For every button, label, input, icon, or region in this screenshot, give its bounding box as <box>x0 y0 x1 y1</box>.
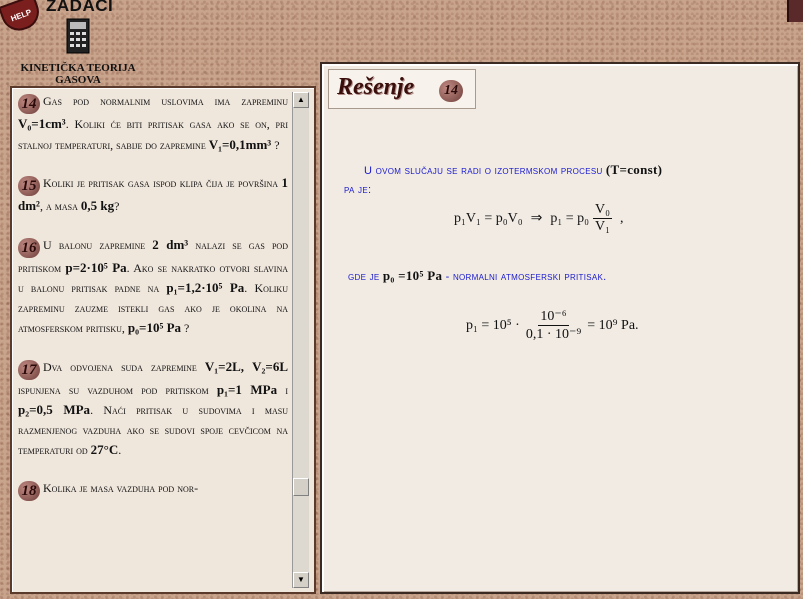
help-button[interactable]: HELP <box>0 0 44 36</box>
section-title: KINETIČKA TEORIJA GASOVA <box>20 62 136 86</box>
problem-item[interactable] <box>18 235 288 339</box>
equation-part: p₁ = 10⁵ · <box>466 317 520 333</box>
problem-formula: p₁=1,2·10⁵ Pa <box>166 280 245 295</box>
problem-text: , a masa <box>39 199 81 213</box>
equation-part: p₁V₁ = p₀V₀ <box>454 210 523 226</box>
problem-text: ispunjena su vazduhom pod pritiskom <box>18 382 217 397</box>
problem-text: ? <box>271 137 280 152</box>
solution-text: gde je <box>348 271 383 283</box>
problem-formula: p=2·10⁵ Pa <box>65 259 127 275</box>
equation-result <box>466 308 639 343</box>
header-title: ZADACI <box>46 0 114 15</box>
problem-number-badge: 14 <box>18 94 40 114</box>
solution-text: - normalni atmosferski pritisak. <box>442 271 607 283</box>
solution-text-line: pa je: <box>344 184 372 196</box>
problem-formula: V₁=2L, V₂=6L <box>204 358 288 374</box>
problem-item[interactable] <box>18 357 288 461</box>
equation-part: = 10⁹ Pa. <box>587 317 639 333</box>
problem-text: Dva odvojena suda zapremine <box>43 359 205 374</box>
problem-item[interactable] <box>18 479 288 501</box>
solution-text-line <box>364 162 662 178</box>
scroll-down-button[interactable]: ▼ <box>293 572 309 588</box>
problem-text: nalazi se gas pod pritiskom <box>18 237 288 275</box>
problem-text: ? <box>181 321 190 335</box>
scroll-up-button[interactable]: ▲ <box>293 92 309 108</box>
solution-formula: p₀ =10⁵ Pa <box>382 268 443 283</box>
solution-formula: (T=const) <box>605 162 663 177</box>
problem-text: . Ako se nakratko otvori slavina u balonu pritisak padne na <box>18 260 288 295</box>
problem-text: Koliki je pritisak gasa ispod klipa čija je površina <box>43 176 282 190</box>
problem-text: Kolika je masa vazduha pod nor- <box>43 480 199 495</box>
fraction-denominator: V₁ <box>595 219 611 234</box>
calculator-icon[interactable] <box>66 18 90 54</box>
problem-formula: 27°C <box>90 442 119 457</box>
problem-formula: 0,5 kg <box>80 198 115 213</box>
problem-number-badge: 18 <box>18 481 40 501</box>
problem-number-badge: 16 <box>18 238 40 258</box>
problem-formula: p₁=1 MPa <box>216 381 278 397</box>
solution-panel <box>320 62 800 594</box>
solution-text-line <box>348 268 607 284</box>
solution-header <box>328 69 476 109</box>
problem-text: . Naći pritisak u sudovima i masu razmenjenog vazduha ako se sudovi spoje cevčicom na temperaturi od <box>18 403 289 457</box>
corner-mark <box>787 0 803 22</box>
problem-item[interactable] <box>18 173 288 217</box>
problem-formula: 1 dm² <box>18 175 288 213</box>
solution-title: Rešenje <box>337 74 415 100</box>
problems-panel <box>10 86 316 594</box>
fraction-denominator: 0,1 · 10⁻⁹ <box>525 327 582 342</box>
problem-text: . <box>118 443 122 457</box>
implies-arrow-icon: ⇒ <box>530 211 543 226</box>
fraction <box>593 202 612 235</box>
problem-text: ? <box>114 199 120 213</box>
scroll-thumb[interactable] <box>293 478 309 496</box>
solution-number-badge: 14 <box>439 80 463 102</box>
problem-formula: p₀=10⁵ Pa <box>127 320 182 335</box>
problem-text: Gas pod normalnim uslovima ima zapreminu <box>43 94 288 108</box>
problem-text: . Koliki će biti pritisak gasa ako se on, pri stalnoj temperaturi, sabije do zapremine <box>18 117 288 152</box>
equation-isothermal <box>454 202 624 235</box>
problems-list <box>18 92 288 519</box>
problem-formula: V₀=1cm³ <box>18 116 66 131</box>
problem-item[interactable] <box>18 92 288 155</box>
fraction <box>524 308 583 343</box>
equation-part: p₁ = p₀ <box>550 210 590 226</box>
solution-text: U ovom slučaju se radi o izotermskom procesu <box>364 165 606 177</box>
problem-formula: p₂=0,5 MPa <box>18 402 91 417</box>
problem-formula: V₁=0,1mm³ <box>208 136 272 152</box>
problem-number-badge: 15 <box>18 176 40 196</box>
equation-part: , <box>620 210 624 226</box>
fraction-numerator: V₀ <box>595 202 611 217</box>
fraction-numerator: 10⁻⁶ <box>540 309 567 324</box>
problem-text: i <box>277 382 289 397</box>
problem-text: . Koliku zapreminu zauzme istekli gas ako je okolina na atmosferskom pritisku, <box>18 281 288 335</box>
problem-text: U balonu zapremine <box>43 237 153 252</box>
problem-formula: 2 dm³ <box>152 236 189 252</box>
vertical-scrollbar[interactable] <box>292 92 309 588</box>
problem-number-badge: 17 <box>18 360 40 380</box>
